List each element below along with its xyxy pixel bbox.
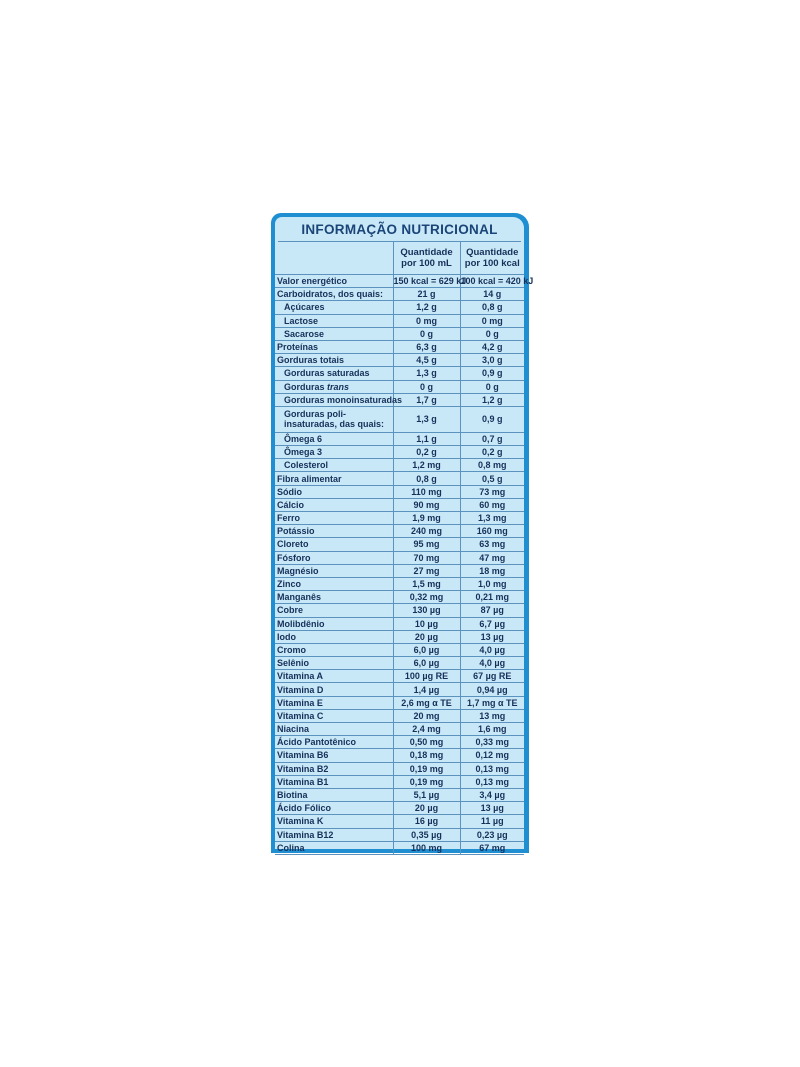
nutrient-name: Iodo <box>275 630 393 643</box>
value-per-100kcal: 6,7 µg <box>460 617 524 630</box>
value-per-100kcal: 67 mg <box>460 841 524 854</box>
nutrient-name: Vitamina B12 <box>275 828 393 841</box>
nutrient-name: Vitamina D <box>275 683 393 696</box>
value-per-100kcal: 1,2 g <box>460 393 524 406</box>
nutrient-name: Zinco <box>275 577 393 590</box>
table-row <box>275 683 524 696</box>
table-row <box>275 380 524 393</box>
nutrient-name: Sódio <box>275 485 393 498</box>
value-per-100kcal: 13 mg <box>460 709 524 722</box>
value-per-100kcal: 3,4 µg <box>460 788 524 801</box>
header-per-100kcal: Quantidade por 100 kcal <box>464 247 520 269</box>
table-row <box>275 406 524 432</box>
table-row <box>275 828 524 841</box>
value-per-100ml: 90 mg <box>393 498 460 511</box>
nutrient-name: Niacina <box>275 723 393 736</box>
value-per-100kcal: 0 mg <box>460 314 524 327</box>
value-per-100ml: 130 µg <box>393 604 460 617</box>
nutrient-name: Cromo <box>275 643 393 656</box>
value-per-100ml: 27 mg <box>393 564 460 577</box>
value-per-100kcal: 4,2 g <box>460 340 524 353</box>
value-per-100kcal: 0,5 g <box>460 472 524 485</box>
table-row <box>275 288 524 301</box>
nutrition-table <box>275 242 534 855</box>
table-row <box>275 327 524 340</box>
nutrient-name: Vitamina A <box>275 670 393 683</box>
value-per-100kcal: 47 mg <box>460 551 524 564</box>
value-per-100ml: 1,9 mg <box>393 512 460 525</box>
table-row <box>275 775 524 788</box>
value-per-100ml: 0 g <box>393 327 460 340</box>
nutrient-name: Potássio <box>275 525 393 538</box>
value-per-100kcal: 0,23 µg <box>460 828 524 841</box>
table-row <box>275 275 524 288</box>
value-per-100kcal: 0 g <box>460 327 524 340</box>
value-per-100ml: 1,2 mg <box>393 459 460 472</box>
value-per-100kcal: 0,13 mg <box>460 775 524 788</box>
value-per-100kcal: 0,8 g <box>460 301 524 314</box>
table-row <box>275 525 524 538</box>
nutrient-name: Vitamina E <box>275 696 393 709</box>
nutrient-name: Ácido Pantotênico <box>275 736 393 749</box>
table-row <box>275 604 524 617</box>
nutrient-name: Vitamina B1 <box>275 775 393 788</box>
value-per-100ml: 1,1 g <box>393 432 460 445</box>
nutrient-name: Selênio <box>275 657 393 670</box>
value-per-100ml: 21 g <box>393 288 460 301</box>
table-row <box>275 657 524 670</box>
value-per-100ml: 20 µg <box>393 802 460 815</box>
nutrient-name: Carboidratos, dos quais: <box>275 288 393 301</box>
value-per-100ml: 100 mg <box>393 841 460 854</box>
value-per-100ml: 1,7 g <box>393 393 460 406</box>
table-row <box>275 736 524 749</box>
nutrient-name: Lactose <box>275 314 393 327</box>
table-row <box>275 459 524 472</box>
table-row <box>275 367 524 380</box>
nutrient-name: Cobre <box>275 604 393 617</box>
value-per-100kcal: 87 µg <box>460 604 524 617</box>
nutrition-panel-inner <box>275 217 534 853</box>
nutrient-name: Gorduras monoinsaturadas <box>275 393 393 406</box>
table-row <box>275 709 524 722</box>
value-per-100kcal: 13 µg <box>460 802 524 815</box>
table-row <box>275 815 524 828</box>
value-per-100ml: 1,3 g <box>393 367 460 380</box>
value-per-100kcal: 0,8 mg <box>460 459 524 472</box>
nutrient-name: Molibdênio <box>275 617 393 630</box>
nutrient-name: Vitamina C <box>275 709 393 722</box>
value-per-100ml: 100 µg RE <box>393 670 460 683</box>
value-per-100ml: 0,19 mg <box>393 762 460 775</box>
value-per-100ml: 110 mg <box>393 485 460 498</box>
value-per-100kcal: 0,12 mg <box>460 749 524 762</box>
value-per-100ml: 4,5 g <box>393 354 460 367</box>
nutrient-name: Ômega 3 <box>275 446 393 459</box>
value-per-100kcal: 0,7 g <box>460 432 524 445</box>
table-row <box>275 630 524 643</box>
panel-title: INFORMAÇÃO NUTRICIONAL <box>301 222 498 237</box>
table-row <box>275 538 524 551</box>
table-row <box>275 841 524 854</box>
nutrient-name: Cloreto <box>275 538 393 551</box>
value-per-100ml: 0 mg <box>393 314 460 327</box>
value-per-100ml: 0,8 g <box>393 472 460 485</box>
value-per-100kcal: 0 g <box>460 380 524 393</box>
value-per-100ml: 70 mg <box>393 551 460 564</box>
value-per-100ml: 0,50 mg <box>393 736 460 749</box>
nutrient-name: Sacarose <box>275 327 393 340</box>
nutrient-name: Gorduras totais <box>275 354 393 367</box>
table-row <box>275 802 524 815</box>
value-per-100kcal: 63 mg <box>460 538 524 551</box>
value-per-100ml: 0,19 mg <box>393 775 460 788</box>
value-per-100ml: 1,2 g <box>393 301 460 314</box>
table-row <box>275 591 524 604</box>
nutrient-name: Vitamina B6 <box>275 749 393 762</box>
table-row <box>275 564 524 577</box>
nutrition-panel <box>271 213 534 853</box>
nutrient-name: Ferro <box>275 512 393 525</box>
table-row <box>275 340 524 353</box>
table-row <box>275 696 524 709</box>
nutrient-name: Gorduras trans <box>275 380 393 393</box>
value-per-100ml: 20 µg <box>393 630 460 643</box>
value-per-100ml: 0,18 mg <box>393 749 460 762</box>
value-per-100ml: 0,35 µg <box>393 828 460 841</box>
nutrient-name: Ácido Fólico <box>275 802 393 815</box>
table-row <box>275 577 524 590</box>
value-per-100kcal: 4,0 µg <box>460 657 524 670</box>
value-per-100kcal: 73 mg <box>460 485 524 498</box>
nutrient-name: Fibra alimentar <box>275 472 393 485</box>
table-row <box>275 393 524 406</box>
nutrient-name: Valor energético <box>275 275 393 288</box>
value-per-100ml: 0,2 g <box>393 446 460 459</box>
value-per-100ml: 1,3 g <box>393 406 460 432</box>
header-nutrient <box>275 242 393 275</box>
value-per-100ml: 20 mg <box>393 709 460 722</box>
nutrient-name: Gorduras saturadas <box>275 367 393 380</box>
table-row <box>275 301 524 314</box>
table-row <box>275 551 524 564</box>
table-row <box>275 670 524 683</box>
value-per-100kcal: 0,9 g <box>460 406 524 432</box>
table-row <box>275 498 524 511</box>
value-per-100kcal: 67 µg RE <box>460 670 524 683</box>
value-per-100ml: 6,0 µg <box>393 657 460 670</box>
value-per-100kcal: 14 g <box>460 288 524 301</box>
table-row <box>275 446 524 459</box>
value-per-100ml: 95 mg <box>393 538 460 551</box>
table-row <box>275 762 524 775</box>
table-row <box>275 432 524 445</box>
value-per-100kcal: 1,6 mg <box>460 723 524 736</box>
nutrient-name: Manganês <box>275 591 393 604</box>
value-per-100kcal: 0,9 g <box>460 367 524 380</box>
value-per-100kcal: 3,0 g <box>460 354 524 367</box>
nutrient-name: Colesterol <box>275 459 393 472</box>
value-per-100ml: 240 mg <box>393 525 460 538</box>
value-per-100ml: 0,32 mg <box>393 591 460 604</box>
value-per-100kcal: 0,33 mg <box>460 736 524 749</box>
header-per-100ml: Quantidade por 100 mL <box>393 242 460 275</box>
nutrient-name: Magnésio <box>275 564 393 577</box>
nutrient-name: Biotina <box>275 788 393 801</box>
value-per-100ml: 2,4 mg <box>393 723 460 736</box>
value-per-100kcal: 1,3 mg <box>460 512 524 525</box>
value-per-100kcal: 160 mg <box>460 525 524 538</box>
nutrient-name: Vitamina B2 <box>275 762 393 775</box>
nutrient-name: Proteínas <box>275 340 393 353</box>
value-per-100ml: 5,1 µg <box>393 788 460 801</box>
nutrient-name: Colina <box>275 841 393 854</box>
value-per-100kcal: 0,94 µg <box>460 683 524 696</box>
value-per-100kcal: 0,13 mg <box>460 762 524 775</box>
table-row <box>275 788 524 801</box>
value-per-100ml: 6,0 µg <box>393 643 460 656</box>
nutrient-name: Vitamina K <box>275 815 393 828</box>
value-per-100ml: 1,5 mg <box>393 577 460 590</box>
nutrient-name: Gorduras poli-insaturadas, das quais: <box>275 406 393 432</box>
table-row <box>275 512 524 525</box>
table-row <box>275 314 524 327</box>
value-per-100kcal: 100 kcal = 420 kJ <box>460 276 534 287</box>
nutrient-name: Cálcio <box>275 498 393 511</box>
nutrient-name: Ômega 6 <box>275 432 393 445</box>
value-per-100kcal: 60 mg <box>460 498 524 511</box>
nutrient-name: Açúcares <box>275 301 393 314</box>
table-row <box>275 485 524 498</box>
value-per-100ml: 10 µg <box>393 617 460 630</box>
table-header <box>275 242 524 275</box>
table-body <box>275 275 534 855</box>
table-row <box>275 723 524 736</box>
table-row <box>275 643 524 656</box>
value-per-100kcal: 13 µg <box>460 630 524 643</box>
value-per-100kcal: 0,21 mg <box>460 591 524 604</box>
value-per-100ml: 16 µg <box>393 815 460 828</box>
value-per-100kcal: 11 µg <box>460 815 524 828</box>
table-row <box>275 617 524 630</box>
value-per-100ml: 1,4 µg <box>393 683 460 696</box>
table-row <box>275 354 524 367</box>
value-per-100ml: 2,6 mg α TE <box>393 696 460 709</box>
value-per-100ml: 150 kcal = 629 kJ <box>393 276 467 287</box>
value-per-100kcal: 4,0 µg <box>460 643 524 656</box>
value-per-100kcal: 1,0 mg <box>460 577 524 590</box>
value-per-100ml: 6,3 g <box>393 340 460 353</box>
table-row <box>275 472 524 485</box>
value-per-100ml: 0 g <box>393 380 460 393</box>
table-row <box>275 749 524 762</box>
value-per-100kcal: 0,2 g <box>460 446 524 459</box>
value-per-100kcal: 1,7 mg α TE <box>460 696 524 709</box>
value-per-100kcal: 18 mg <box>460 564 524 577</box>
nutrient-name: Fósforo <box>275 551 393 564</box>
